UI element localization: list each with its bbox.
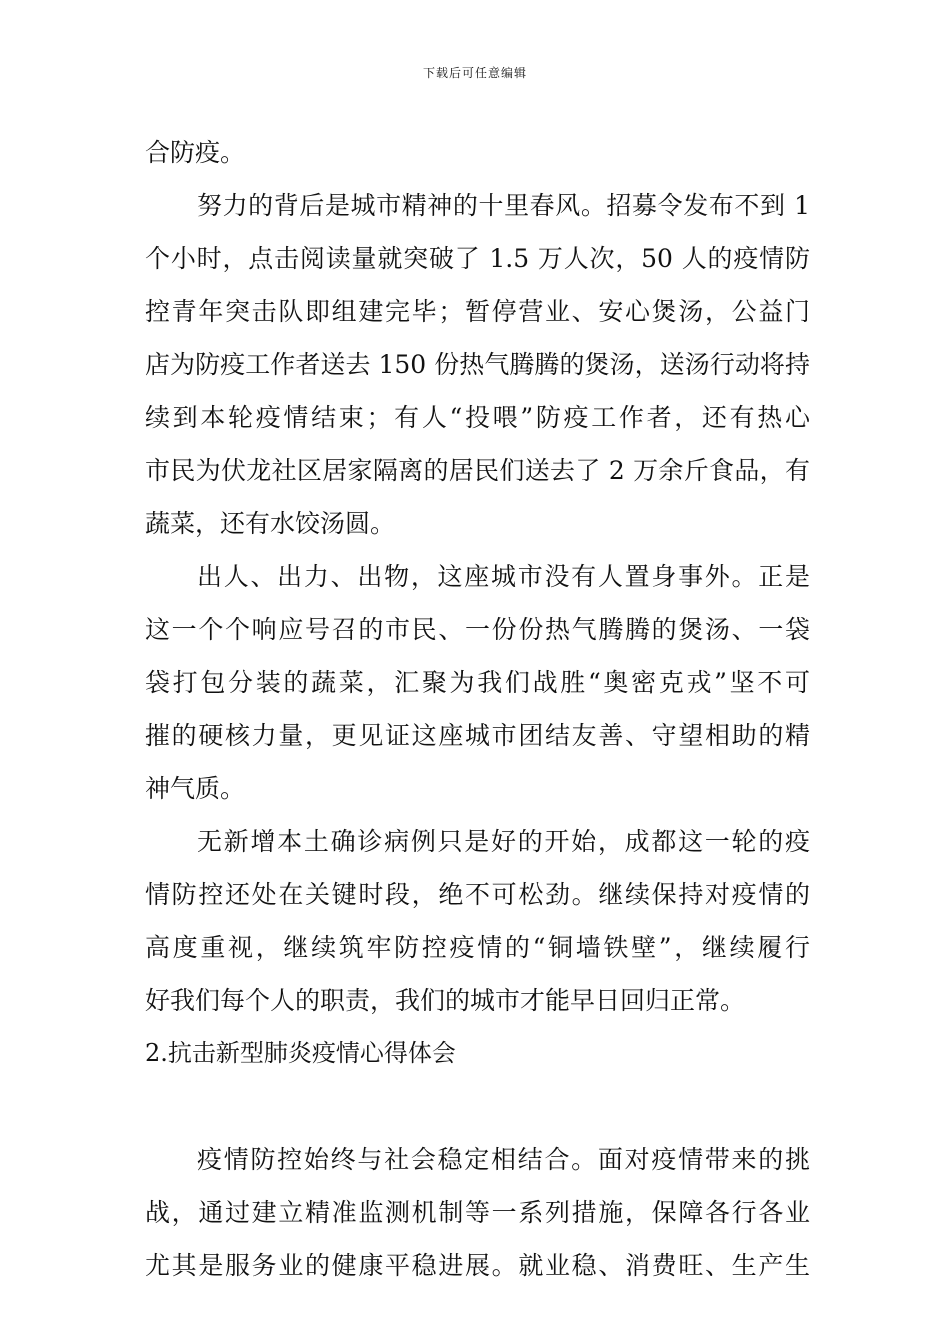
text-line: 市民为伏龙社区居家隔离的居民们送去了 2 万余斤食品，有 — [145, 456, 810, 485]
text-line: 好我们每个人的职责，我们的城市才能早日回归正常。 — [145, 986, 746, 1015]
text-line: 战，通过建立精准监测机制等一系列措施，保障各行各业 — [145, 1198, 810, 1227]
text-line: 这一个个响应号召的市民、一份份热气腾腾的煲汤、一袋 — [145, 615, 810, 644]
text-line: 疫情防控始终与社会稳定相结合。面对疫情带来的挑 — [197, 1145, 810, 1174]
section-heading: 2.抗击新型肺炎疫情心得体会 — [145, 1039, 456, 1067]
text-line: 摧的硬核力量，更见证这座城市团结友善、守望相助的精 — [145, 721, 810, 750]
page-header: 下载后可任意编辑 — [422, 66, 527, 80]
text-line: 无新增本土确诊病例只是好的开始，成都这一轮的疫 — [197, 827, 810, 856]
text-line: 尤其是服务业的健康平稳进展。就业稳、消费旺、生产生 — [145, 1251, 810, 1280]
text-line: 蔬菜，还有水饺汤圆。 — [145, 509, 396, 538]
document-body — [145, 126, 810, 1292]
text-line: 个小时，点击阅读量就突破了 1.5 万人次，50 人的疫情防 — [145, 244, 810, 273]
section-gap — [145, 1080, 810, 1133]
text-line: 出人、出力、出物，这座城市没有人置身事外。正是 — [197, 562, 810, 591]
text-line: 续到本轮疫情结束；有人“投喂”防疫工作者，还有热心 — [145, 403, 810, 432]
text-line: 情防控还处在关键时段，绝不可松劲。继续保持对疫情的 — [145, 880, 810, 909]
text-line: 袋打包分装的蔬菜，汇聚为我们战胜“奥密克戎”坚不可 — [145, 668, 810, 697]
text-line: 店为防疫工作者送去 150 份热气腾腾的煲汤，送汤行动将持 — [145, 350, 810, 379]
text-line: 控青年突击队即组建完毕；暂停营业、安心煲汤，公益门 — [145, 297, 810, 326]
text-line: 神气质。 — [145, 774, 246, 803]
text-line: 努力的背后是城市精神的十里春风。招募令发布不到 1 — [197, 191, 810, 220]
text-line: 高度重视，继续筑牢防控疫情的“铜墙铁壁”，继续履行 — [145, 933, 810, 962]
text-line: 合防疫。 — [145, 138, 246, 167]
